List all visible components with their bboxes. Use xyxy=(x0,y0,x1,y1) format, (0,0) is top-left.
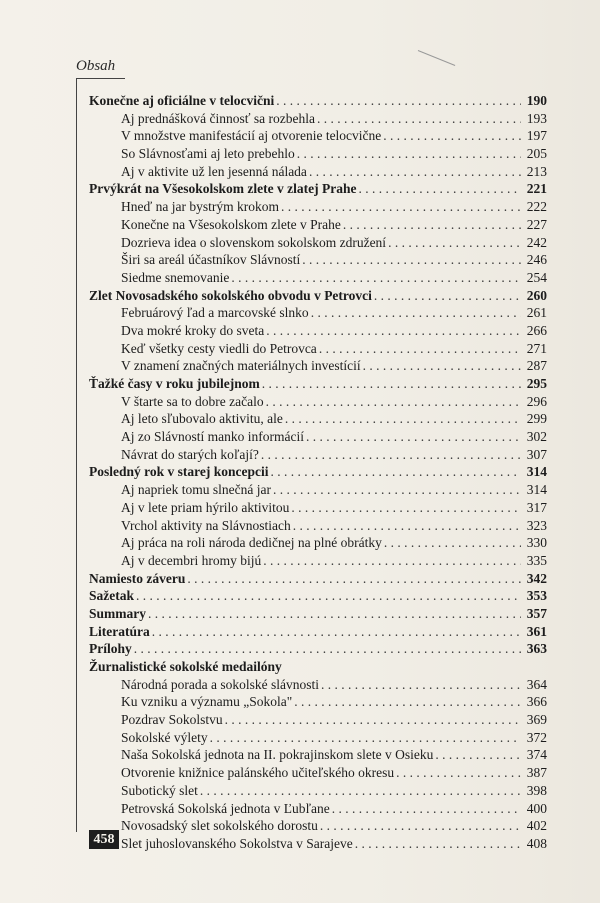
toc-entry-page: 342 xyxy=(526,570,547,586)
toc-entry-title: Aj prednášková činnosť sa rozbehla xyxy=(121,110,315,126)
toc-chapter-row xyxy=(89,287,547,305)
toc-entry-page: 261 xyxy=(526,305,547,321)
header-rule xyxy=(76,78,125,79)
toc-entry-title: Otvorenie knižnice palánského učiteľského okresu xyxy=(121,765,395,781)
toc-subsection-row xyxy=(89,269,547,287)
toc-entry-title: Petrovská Sokolská jednota v Ľubľane xyxy=(121,800,330,816)
toc-entry-page: 363 xyxy=(526,641,547,657)
dot-leader xyxy=(374,287,521,305)
toc-entry-title: Vrchol aktivity na Slávnostiach xyxy=(121,517,291,533)
toc-chapter-row xyxy=(89,640,547,658)
toc-entry-page: 222 xyxy=(526,199,547,215)
dot-leader xyxy=(152,623,521,641)
dot-leader xyxy=(231,269,521,287)
toc-subsection-row xyxy=(89,304,547,322)
toc-entry-title: Posledný rok v starej koncepcii xyxy=(89,464,269,480)
dot-leader xyxy=(225,711,521,729)
toc-entry-title: Sokolské výlety xyxy=(121,729,208,745)
toc-entry-title: Hneď na jar bystrým krokom xyxy=(121,199,279,215)
toc-entry-page: 299 xyxy=(526,411,547,427)
toc-entry-page: 213 xyxy=(526,163,547,179)
toc-entry-page: 227 xyxy=(526,216,547,232)
toc-subsection-row xyxy=(89,552,547,570)
toc-subsection-row xyxy=(89,711,547,729)
toc-entry-page: 246 xyxy=(526,252,547,268)
toc-entry-page: 323 xyxy=(526,517,547,533)
toc-subsection-row xyxy=(89,145,547,163)
dot-leader xyxy=(263,552,521,570)
toc-subsection-row xyxy=(89,676,547,694)
margin-rule xyxy=(76,78,77,832)
toc-entry-title: Prvýkrát na Všesokolskom zlete v zlatej Prahe xyxy=(89,181,357,197)
dot-leader xyxy=(358,180,521,198)
toc-entry-page: 402 xyxy=(526,818,547,834)
toc-subsection-row xyxy=(89,481,547,499)
dot-leader xyxy=(266,322,521,340)
toc-entry-title: Národná porada a sokolské slávnosti xyxy=(121,676,319,692)
dot-leader xyxy=(388,234,521,252)
toc-entry-page: 193 xyxy=(526,110,547,126)
dot-leader xyxy=(266,393,521,411)
dot-leader xyxy=(148,605,521,623)
toc-chapter-row xyxy=(89,605,547,623)
toc-subsection-row xyxy=(89,357,547,375)
toc-chapter-row xyxy=(89,587,547,605)
toc-entry-title: Summary xyxy=(89,605,146,621)
toc-subsection-row xyxy=(89,764,547,782)
toc-entry-page: 357 xyxy=(526,605,547,621)
toc-entry-page: 295 xyxy=(526,376,547,391)
dot-leader xyxy=(200,782,521,800)
pencil-mark xyxy=(418,50,455,66)
dot-leader xyxy=(285,410,521,428)
toc-subsection-row xyxy=(89,534,547,552)
dot-leader xyxy=(291,499,521,517)
dot-leader xyxy=(134,640,521,658)
dot-leader xyxy=(343,216,521,234)
toc-subsection-row xyxy=(89,499,547,517)
dot-leader xyxy=(302,251,521,269)
toc-entry-page: 254 xyxy=(526,269,547,285)
dot-leader xyxy=(384,534,521,552)
dot-leader xyxy=(363,357,521,375)
toc-subsection-row xyxy=(89,817,547,835)
toc-entry-title: Prílohy xyxy=(89,641,132,657)
toc-entry-page: 366 xyxy=(526,694,547,710)
toc-entry-page: 307 xyxy=(526,446,547,462)
dot-leader xyxy=(332,800,521,818)
toc-entry-page: 369 xyxy=(526,712,547,728)
toc-chapter-row xyxy=(89,463,547,481)
toc-subsection-row xyxy=(89,322,547,340)
toc-entry-title: Konečne na Všesokolskom zlete v Prahe xyxy=(121,216,341,232)
table-of-contents xyxy=(89,92,547,853)
toc-entry-title: Ku vzniku a významu „Sokola" xyxy=(121,694,293,710)
dot-leader xyxy=(317,110,521,128)
toc-subsection-row xyxy=(89,110,547,128)
toc-entry-page: 400 xyxy=(526,800,547,816)
toc-entry-title: V množstve manifestácií aj otvorenie telocvične xyxy=(121,128,382,144)
toc-entry-title: Aj v aktivite už len jesenná nálada xyxy=(121,163,307,179)
toc-entry-title: Subotický slet xyxy=(121,782,198,798)
dot-leader xyxy=(320,817,521,835)
dot-leader xyxy=(276,92,521,110)
toc-entry-page: 317 xyxy=(526,499,547,515)
toc-entry-title: Širi sa areál účastníkov Slávností xyxy=(121,252,301,268)
toc-entry-page: 372 xyxy=(526,729,547,745)
toc-entry-title: Aj zo Slávností manko informácií xyxy=(121,429,304,445)
running-header: Obsah xyxy=(76,58,116,74)
dot-leader xyxy=(355,835,521,853)
dot-leader xyxy=(435,746,521,764)
toc-subsection-row xyxy=(89,234,547,252)
dot-leader xyxy=(210,729,521,747)
toc-entry-title: Aj v lete priam hýrilo aktivitou xyxy=(121,499,290,515)
toc-subsection-row xyxy=(89,127,547,145)
toc-chapter-row xyxy=(89,92,547,110)
toc-subsection-row xyxy=(89,251,547,269)
toc-subsection-row xyxy=(89,517,547,535)
dot-leader xyxy=(319,340,521,358)
page-number: 458 xyxy=(89,830,119,849)
toc-entry-title: Dva mokré kroky do sveta xyxy=(121,322,265,338)
toc-entry-page: 398 xyxy=(526,782,547,798)
toc-entry-title: Aj napriek tomu slnečná jar xyxy=(121,482,271,498)
toc-entry-page: 302 xyxy=(526,429,547,445)
toc-entry-title: Keď všetky cesty viedli do Petrovca xyxy=(121,340,317,356)
toc-entry-title: Aj práca na roli národa dedičnej na plné obrátky xyxy=(121,535,382,551)
toc-entry-title: Návrat do starých koľají? xyxy=(121,446,259,462)
toc-subsection-row xyxy=(89,693,547,711)
toc-entry-title: Aj v decembri hromy bijú xyxy=(121,552,262,568)
dot-leader xyxy=(136,587,521,605)
toc-subsection-row xyxy=(89,163,547,181)
dot-leader xyxy=(309,163,521,181)
toc-chapter-row xyxy=(89,658,547,676)
toc-subsection-row xyxy=(89,393,547,411)
dot-leader xyxy=(294,693,521,711)
toc-entry-title: Aj leto sľubovalo aktivitu, ale xyxy=(121,411,283,427)
toc-subsection-row xyxy=(89,800,547,818)
toc-entry-page: 205 xyxy=(526,146,547,162)
dot-leader xyxy=(321,676,521,694)
toc-entry-page: 330 xyxy=(526,535,547,551)
toc-entry-title: Žurnalistické sokolské medailóny xyxy=(89,659,282,674)
dot-leader xyxy=(187,570,521,588)
dot-leader xyxy=(306,428,521,446)
dot-leader xyxy=(297,145,521,163)
toc-entry-title: Zlet Novosadského sokolského obvodu v Petrovci xyxy=(89,287,372,303)
toc-entry-title: Pozdrav Sokolstvu xyxy=(121,712,223,728)
toc-entry-title: Siedme snemovanie xyxy=(121,269,230,285)
dot-leader xyxy=(273,481,521,499)
toc-subsection-row xyxy=(89,446,547,464)
toc-entry-page: 221 xyxy=(526,181,547,197)
toc-entry-page: 296 xyxy=(526,393,547,409)
toc-entry-page: 314 xyxy=(526,482,547,498)
toc-entry-page: 190 xyxy=(526,93,547,108)
dot-leader xyxy=(262,375,521,393)
toc-entry-title: So Slávnosťami aj leto prebehlo xyxy=(121,146,295,162)
toc-subsection-row xyxy=(89,428,547,446)
toc-entry-title: Slet juhoslovanského Sokolstva v Sarajeve xyxy=(121,835,353,851)
toc-entry-title: Literatúra xyxy=(89,623,150,639)
toc-subsection-row xyxy=(89,782,547,800)
dot-leader xyxy=(261,446,521,464)
toc-entry-page: 387 xyxy=(526,765,547,781)
toc-subsection-row xyxy=(89,198,547,216)
toc-entry-page: 364 xyxy=(526,676,547,692)
toc-entry-page: 335 xyxy=(526,552,547,568)
toc-entry-title: Dozrieva idea o slovenskom sokolskom združení xyxy=(121,234,387,250)
toc-chapter-row xyxy=(89,180,547,198)
toc-entry-title: Ťažké časy v roku jubilejnom xyxy=(89,376,260,391)
toc-entry-title: Sažetak xyxy=(89,588,134,604)
toc-entry-title: Namiesto záveru xyxy=(89,570,186,586)
toc-entry-page: 242 xyxy=(526,234,547,250)
toc-entry-page: 314 xyxy=(526,464,547,480)
toc-entry-page: 408 xyxy=(526,835,547,851)
dot-leader xyxy=(383,127,521,145)
toc-entry-page: 353 xyxy=(526,588,547,604)
toc-entry-title: Konečne aj oficiálne v telocvični xyxy=(89,93,275,108)
dot-leader xyxy=(396,764,521,782)
toc-entry-title: V štarte sa to dobre začalo xyxy=(121,393,264,409)
toc-entry-title: Naša Sokolská jednota na II. pokrajinskom slete v Osieku xyxy=(121,747,434,763)
toc-subsection-row xyxy=(89,340,547,358)
toc-chapter-row xyxy=(89,375,547,393)
toc-subsection-row xyxy=(89,746,547,764)
toc-entry-title: Novosadský slet sokolského dorostu xyxy=(121,818,318,834)
toc-subsection-row xyxy=(89,410,547,428)
toc-entry-page: 260 xyxy=(526,287,547,303)
toc-entry-page: 271 xyxy=(526,340,547,356)
toc-chapter-row xyxy=(89,570,547,588)
toc-entry-page: 361 xyxy=(526,623,547,639)
toc-entry-page: 266 xyxy=(526,322,547,338)
toc-entry-title: V znamení značných materiálnych investícií xyxy=(121,358,361,374)
dot-leader xyxy=(281,198,521,216)
dot-leader xyxy=(293,517,521,535)
toc-entry-page: 374 xyxy=(526,747,547,763)
toc-entry-title: Februárový ľad a marcovské slnko xyxy=(121,305,309,321)
dot-leader xyxy=(271,463,521,481)
toc-chapter-row xyxy=(89,623,547,641)
toc-entry-page: 197 xyxy=(526,128,547,144)
toc-subsection-row xyxy=(89,216,547,234)
toc-subsection-row xyxy=(89,729,547,747)
toc-entry-page: 287 xyxy=(526,358,547,374)
toc-subsection-row xyxy=(89,835,547,853)
dot-leader xyxy=(311,304,521,322)
